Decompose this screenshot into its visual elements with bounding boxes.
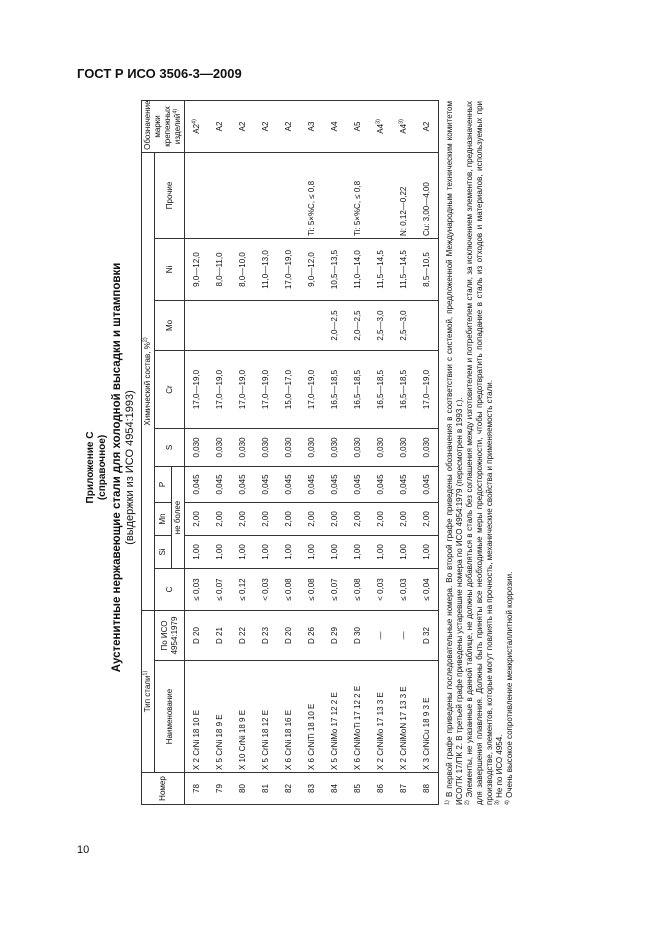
header-chemical: Химический состав, %$^{2)}$ [142, 152, 155, 610]
footnote: $^{1)}$ В первой графе приведены последовательные номера. Во второй графе приведены обозначения в соответствии с системой, предложенной Международным техническим комитетом ИСО/ТК 17/ПК 2. В третьей графе приведены устаревшие номера по ИСО 4954:1979 (пересмотрен в 1993 г.). [444, 101, 464, 805]
header-mo: Mo [155, 300, 185, 350]
appendix-heading [85, 100, 109, 835]
table-row: 85 X 6 CrNiMoTi 17 12 2 E D 30 ≤ 0,08 1,00 2,00 0,045 0,030 16,5—18,5 2,0—2,5 11,0—14,0 Ti: 5×%C, ≤ 0,8 A5 [346, 100, 369, 804]
table-title [111, 100, 137, 835]
header-steel-type: Тип стали$^{1)}$ [142, 610, 155, 772]
header-number: Номер [142, 773, 185, 805]
header-mn: Mn [155, 502, 172, 535]
header-name: Наименование [155, 661, 185, 773]
table-row: 86 X 2 CrNiMo 17 13 3 E — < 0,03 1,00 2,00 0,045 0,030 16,5—18,5 2,5—3,0 11,5—14,5 A4$^{3)}$ [369, 100, 392, 804]
header-ni: Ni [155, 238, 185, 300]
page-number: 10 [77, 844, 90, 856]
footnotes [445, 101, 515, 805]
table-row: 81 X 5 CrNi 18 12 E D 23 < 0,03 1,00 2,00 0,045 0,030 17,0—19,0 11,0—13,0 A2 [254, 100, 277, 804]
footnote: $^{2)}$ Элементы, не указанные в данной таблице, не должны добавляться в сталь без соглашения между изготовителем и потребителем стали, за исключением элементов, предназначенных для завершения плавления. Должны быть приняты все необходимые меры предосторожности, чтобы предотвратить попадание в сталь из отходов и материалов, используемых при производстве, элементов, которые могут повлиять на прочность, механические свойства и применяемость стали. [464, 101, 494, 805]
header-other: Прочие [155, 152, 185, 238]
table-row: 87 X 2 CrNiMoN 17 13 3 E — ≤ 0,03 1,00 2,00 0,045 0,030 16,5—18,5 2,5—3,0 11,5—14,5 N: 0,12—0,22 A4$^{3)}$ [392, 100, 415, 804]
table-row: 78 X 2 CrNi 18 10 E D 20 ≤ 0,03 1,00 2,00 0,045 0,030 17,0—19,0 9,0—12,0 A2$^{4)}$ [185, 100, 209, 804]
table-row: 88 X 3 CrNiCu 18 9 3 E D 32 ≤ 0,04 1,00 2,00 0,045 0,030 17,0—19,0 8,5—10,5 Cu: 3,00—4,00 A2 [415, 100, 439, 804]
title-main: Аустенитные нержавеющие стали для холодной высадки и штамповки [111, 262, 123, 673]
document-header: ГОСТ Р ИСО 3506-3—2009 [77, 66, 242, 81]
table-row: 84 X 5 CrNiMo 17 12 2 E D 29 ≤ 0,07 1,00 2,00 0,045 0,030 16,5—18,5 2,0—2,5 10,5—13,5 A4 [323, 100, 346, 804]
header-grade: Обозначение марки крепежных изделий$^{4)}$ [142, 100, 185, 152]
header-c: C [155, 568, 185, 610]
table-row: 83 X 6 CrNiTi 18 10 E D 26 ≤ 0,08 1,00 2,00 0,045 0,030 17,0—19,0 9,0—12,0 Ti: 5×%C, ≤ 0,8 A3 [300, 100, 323, 804]
appendix-type: (справочное) [97, 434, 108, 501]
table-row: 82 X 6 CrNi 18 16 E D 20 ≤ 0,08 1,00 2,00 0,045 0,030 15,0—17,0 17,0—19,0 A2 [277, 100, 300, 804]
table-row: 79 X 5 CrNi 18 9 E D 21 ≤ 0,07 1,00 2,00 0,045 0,030 17,0—19,0 8,0—11,0 A2 [208, 100, 231, 804]
title-sub: (выдержки из ИСО 4954:1993) [124, 390, 136, 545]
header-iso: По ИСО 4954:1979 [155, 610, 185, 660]
header-s: S [155, 428, 185, 466]
header-max: не более [172, 466, 185, 568]
appendix-label: Приложение С [85, 431, 96, 504]
rotated-content [79, 100, 514, 835]
header-si: Si [155, 535, 172, 568]
table-row: 80 X 10 CrNi 18 9 E D 22 ≤ 0,12 1,00 2,00 0,045 0,030 17,0—19,0 8,0—10,0 A2 [231, 100, 254, 804]
footnote: $^{4)}$ Очень высокое сопротивление межкристаллитной коррозии. [504, 571, 514, 805]
footnote: $^{3)}$ Не по ИСО 4954. [494, 734, 504, 805]
steel-table [141, 100, 439, 805]
header-p: P [155, 466, 172, 502]
header-cr: Cr [155, 350, 185, 428]
